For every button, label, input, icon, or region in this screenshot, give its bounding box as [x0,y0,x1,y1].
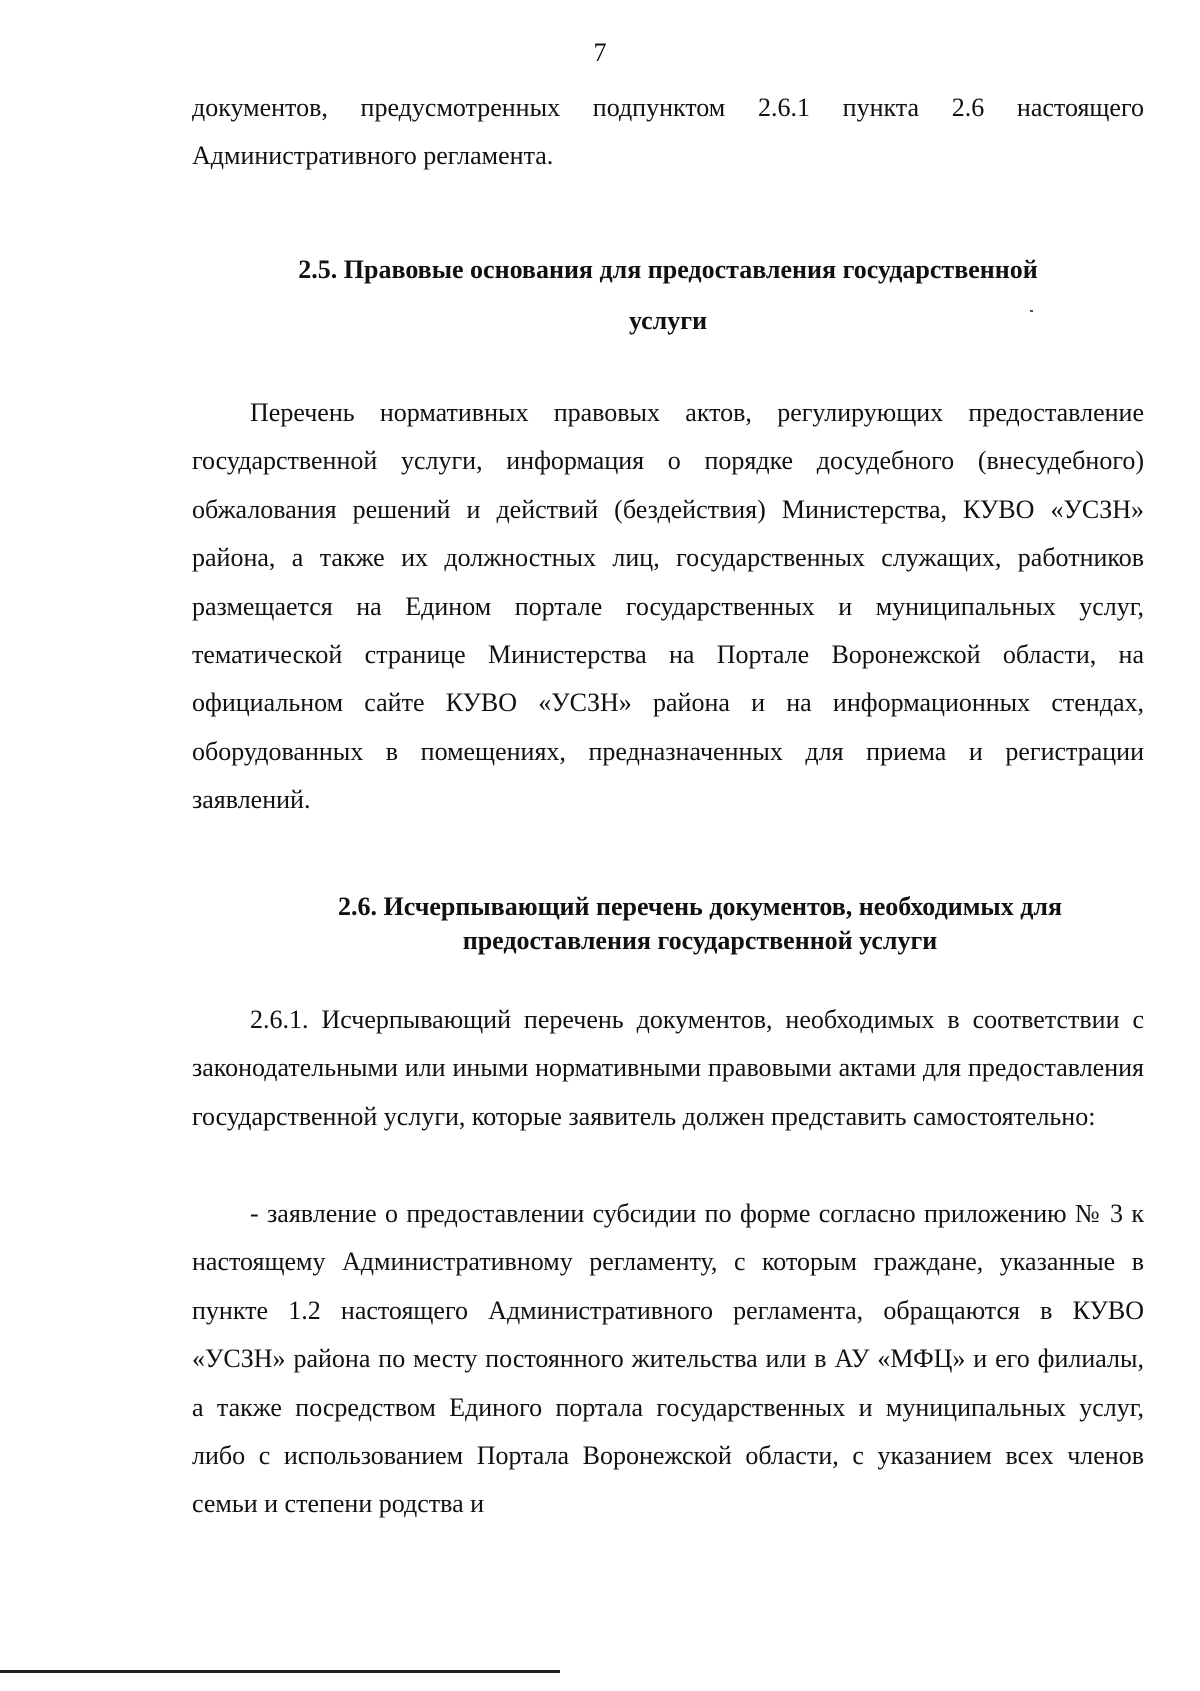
section-2-6-1-paragraph: 2.6.1. Исчерпывающий перечень документов, необходимых в соответствии с законодательными или иными нормативными правовыми актами для предоставления государственной услуги, которые заявитель должен представить самостоятельно: [192,1005,1144,1131]
section-2-6-1-list-item: - заявление о предоставлении субсидии по форме согласно приложению № 3 к настоящему Административному регламенту, с которым граждане, указанные в пункте 1.2 настоящего Административного регламента, обращаются в КУВО «УСЗН» района по месту постоянного жительства или в АУ «МФЦ» и его филиалы, а также посредством Единого портала государственных и муниципальных услуг, либо с использованием Портала Воронежской области, с указанием всех членов семьи и степени родства и [192,1199,1144,1519]
section-2-6-heading-line1: 2.6. Исчерпывающий перечень документов, необходимых для [337,892,1063,921]
section-2-5-heading [192,244,1144,346]
section-2-5-paragraph: Перечень нормативных правовых актов, регулирующих предоставление государственной услуги, информация о порядке досудебного (внесудебного) обжалования решений и действий (бездействия) Министерства, КУВО «УСЗН» района, а также их должностных лиц, государственных служащих, работников размещается на Едином портале государственных и муниципальных услуг, тематической странице Министерства на Портале Воронежской области, на официальном сайте КУВО «УСЗН» района и на информационных стендах, оборудованных в помещениях, предназначенных для приема и регистрации заявлений. [192,398,1144,815]
intro-text: документов, предусмотренных подпунктом 2.6.1 пункта 2.6 настоящего Административного регламента. [192,93,1144,171]
section-2-6-heading-line2: предоставления государственной услуги [462,926,938,955]
page-number: 7 [593,38,607,67]
section-2-5-heading-line1: 2.5. Правовые основания для предоставления государственной [298,255,1038,284]
section-2-6-heading [250,890,1150,958]
footer-divider [0,1670,560,1673]
scan-mark [1030,310,1033,312]
section-2-5-heading-line2: услуги [628,306,708,335]
